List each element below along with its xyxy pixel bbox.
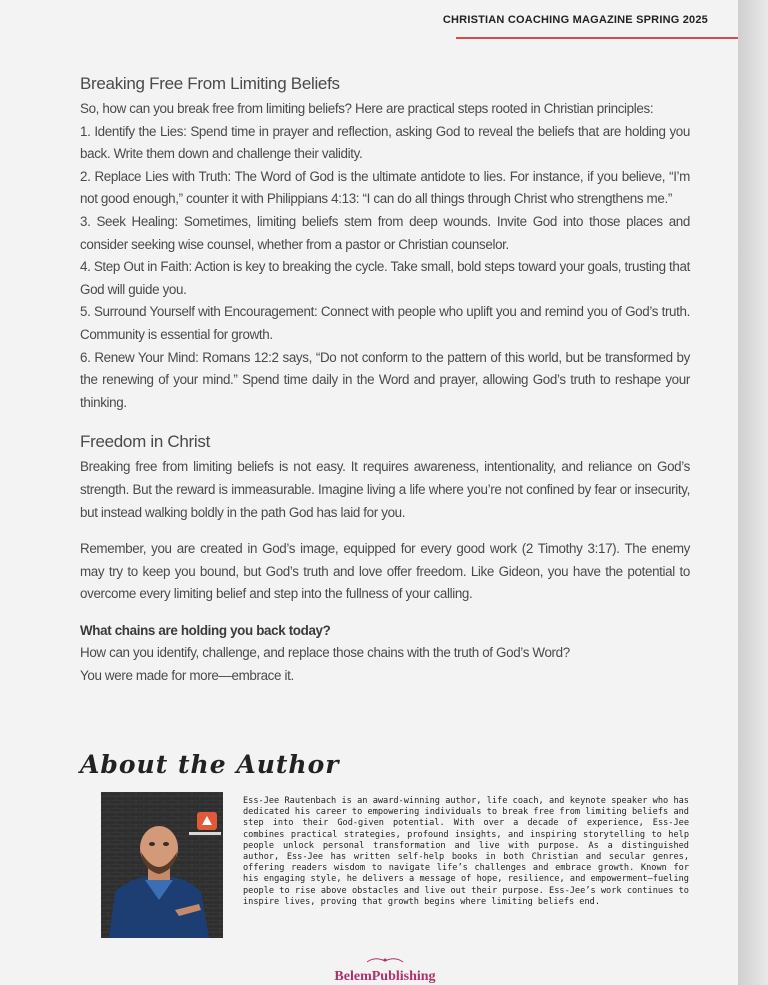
- closing-question: What chains are holding you back today?: [80, 622, 331, 638]
- step-1: 1. Identify the Lies: Spend time in prayer and reflection, asking God to reveal the beliefs that are holding you back. Write them down and challenge their validity.: [80, 123, 690, 162]
- author-photo: [101, 792, 223, 938]
- publisher-name: BelemPublishing: [334, 969, 436, 984]
- step-2: 2. Replace Lies with Truth: The Word of God is the ultimate antidote to lies. For instance, if you believe, “I’m not good enough,” counter it with Philippians 4:13: “I can do all things through Christ who strengthens me.”: [80, 168, 690, 207]
- freedom-paragraph-1: Breaking free from limiting beliefs is not easy. It requires awareness, intentionality, and reliance on God’s strength. But the reward is immeasurable. Imagine living a life where you’re not confined by fear or insecurity, but instead walking boldly in the path God has laid for you.: [80, 459, 690, 520]
- closing-line-1: How can you identify, challenge, and replace those chains with the truth of God’s Word?: [80, 645, 570, 661]
- publisher-logo: [320, 951, 450, 985]
- freedom-paragraph-2: Remember, you are created in God’s image, equipped for every good work (2 Timothy 3:17). The enemy may try to keep you bound, but God’s truth and love offer freedom. Like Gideon, you have the potential to overcome every limiting belief and step into the fullness of your calling.: [80, 541, 690, 602]
- header-rule: [456, 37, 738, 39]
- step-3: 3. Seek Healing: Sometimes, limiting beliefs stem from deep wounds. Invite God into those places and consider seeking wise counsel, whether from a pastor or Christian counselor.: [80, 213, 690, 252]
- author-bio: Ess-Jee Rautenbach is an award-winning author, life coach, and keynote speaker who has dedicated his career to empowering individuals to break free from limiting beliefs and step into their God-given potential. With over a decade of experience, Ess-Jee combines practical strategies, profound insights, and inspiring storytelling to help people unlock personal transformation and live with purpose. As a distinguished author, Ess-Jee has written self-help books in both Christian and secular genres, offering readers wisdom to navigate life’s challenges and embrace growth. Known for his engaging style, he delivers a message of hope, resilience, and empowerment—fueling people to rise above obstacles and live out their purpose. Ess-Jee’s work continues to inspire lives, proving that growth begins where limiting beliefs end.: [243, 796, 689, 907]
- step-6: 6. Renew Your Mind: Romans 12:2 says, “Do not conform to the pattern of this world, but be transformed by the renewing of your mind.” Spend time daily in the Word and prayer, allowing God’s truth to reshape your thinking.: [80, 349, 690, 410]
- article-body: [80, 74, 690, 688]
- page-shadow: [738, 0, 768, 985]
- step-5: 5. Surround Yourself with Encouragement: Connect with people who uplift you and remind you of God’s truth. Community is essential for growth.: [80, 304, 690, 342]
- magazine-header: CHRISTIAN COACHING MAGAZINE SPRING 2025: [442, 14, 708, 26]
- about-author-heading: About the Author: [80, 750, 340, 779]
- closing-line-2: You were made for more—embrace it.: [80, 668, 294, 684]
- intro-paragraph: So, how can you break free from limiting beliefs? Here are practical steps rooted in Christian principles:: [80, 101, 654, 116]
- ornament-icon: [365, 956, 405, 964]
- section-heading-freedom: Freedom in Christ: [80, 432, 210, 452]
- section-heading-breaking-free: Breaking Free From Limiting Beliefs: [80, 74, 340, 93]
- step-4: 4. Step Out in Faith: Action is key to breaking the cycle. Take small, bold steps toward your goals, trusting that God will guide you.: [80, 259, 690, 297]
